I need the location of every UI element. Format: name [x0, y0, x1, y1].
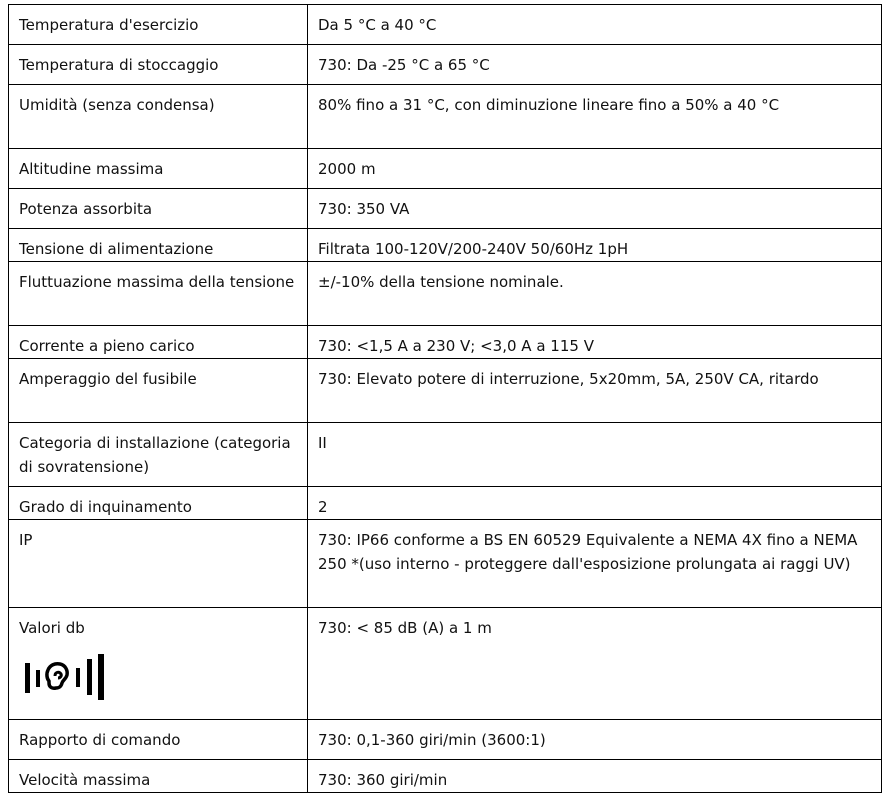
- table-row: [9, 720, 882, 760]
- spec-value: 2000 m: [308, 149, 882, 189]
- table-row: [9, 487, 882, 520]
- spec-label-cell: [9, 608, 308, 720]
- table-row: [9, 85, 882, 149]
- table-row: [9, 45, 882, 85]
- table-row: [9, 229, 882, 262]
- spec-label: Fluttuazione massima della tensione: [9, 262, 308, 326]
- spec-label: IP: [9, 520, 308, 608]
- spec-value: 730: < 85 dB (A) a 1 m: [308, 608, 882, 720]
- spec-label: Potenza assorbita: [9, 189, 308, 229]
- table-row: [9, 359, 882, 423]
- spec-label: Categoria di installazione (categoria di sovratensione): [9, 423, 308, 487]
- spec-value: ±/-10% della tensione nominale.: [308, 262, 882, 326]
- spec-value: 730: 360 giri/min: [308, 760, 882, 793]
- spec-label: Amperaggio del fusibile: [9, 359, 308, 423]
- spec-value: 730: <1,5 A a 230 V; <3,0 A a 115 V: [308, 326, 882, 359]
- spec-label: Tensione di alimentazione: [9, 229, 308, 262]
- spec-label: Grado di inquinamento: [9, 487, 308, 520]
- spec-label: Rapporto di comando: [9, 720, 308, 760]
- table-row: [9, 608, 882, 720]
- spec-label: Velocità massima: [9, 760, 308, 793]
- spec-value: 730: IP66 conforme a BS EN 60529 Equivalente a NEMA 4X fino a NEMA 250 *(uso interno - proteggere dall'esposizione prolungata ai raggi UV): [308, 520, 882, 608]
- spec-label: Valori db: [19, 619, 85, 637]
- spec-value: 730: 350 VA: [308, 189, 882, 229]
- spec-label: Umidità (senza condensa): [9, 85, 308, 149]
- spec-value: 2: [308, 487, 882, 520]
- table-row: [9, 262, 882, 326]
- spec-value: 80% fino a 31 °C, con diminuzione lineare fino a 50% a 40 °C: [308, 85, 882, 149]
- table-row: [9, 760, 882, 793]
- table-row: [9, 189, 882, 229]
- table-row: [9, 520, 882, 608]
- hearing-protection-icon: [19, 652, 125, 702]
- spec-label: Altitudine massima: [9, 149, 308, 189]
- spec-label: Corrente a pieno carico: [9, 326, 308, 359]
- spec-value: Filtrata 100-120V/200-240V 50/60Hz 1pH: [308, 229, 882, 262]
- table-row: [9, 423, 882, 487]
- spec-label: Temperatura d'esercizio: [9, 5, 308, 45]
- spec-value: II: [308, 423, 882, 487]
- table-row: [9, 326, 882, 359]
- table-row: [9, 149, 882, 189]
- table-row: [9, 5, 882, 45]
- specifications-table: [8, 4, 882, 793]
- spec-value: Da 5 °C a 40 °C: [308, 5, 882, 45]
- spec-value: 730: Elevato potere di interruzione, 5x20mm, 5A, 250V CA, ritardo: [308, 359, 882, 423]
- spec-value: 730: Da -25 °C a 65 °C: [308, 45, 882, 85]
- spec-value: 730: 0,1-360 giri/min (3600:1): [308, 720, 882, 760]
- spec-label: Temperatura di stoccaggio: [9, 45, 308, 85]
